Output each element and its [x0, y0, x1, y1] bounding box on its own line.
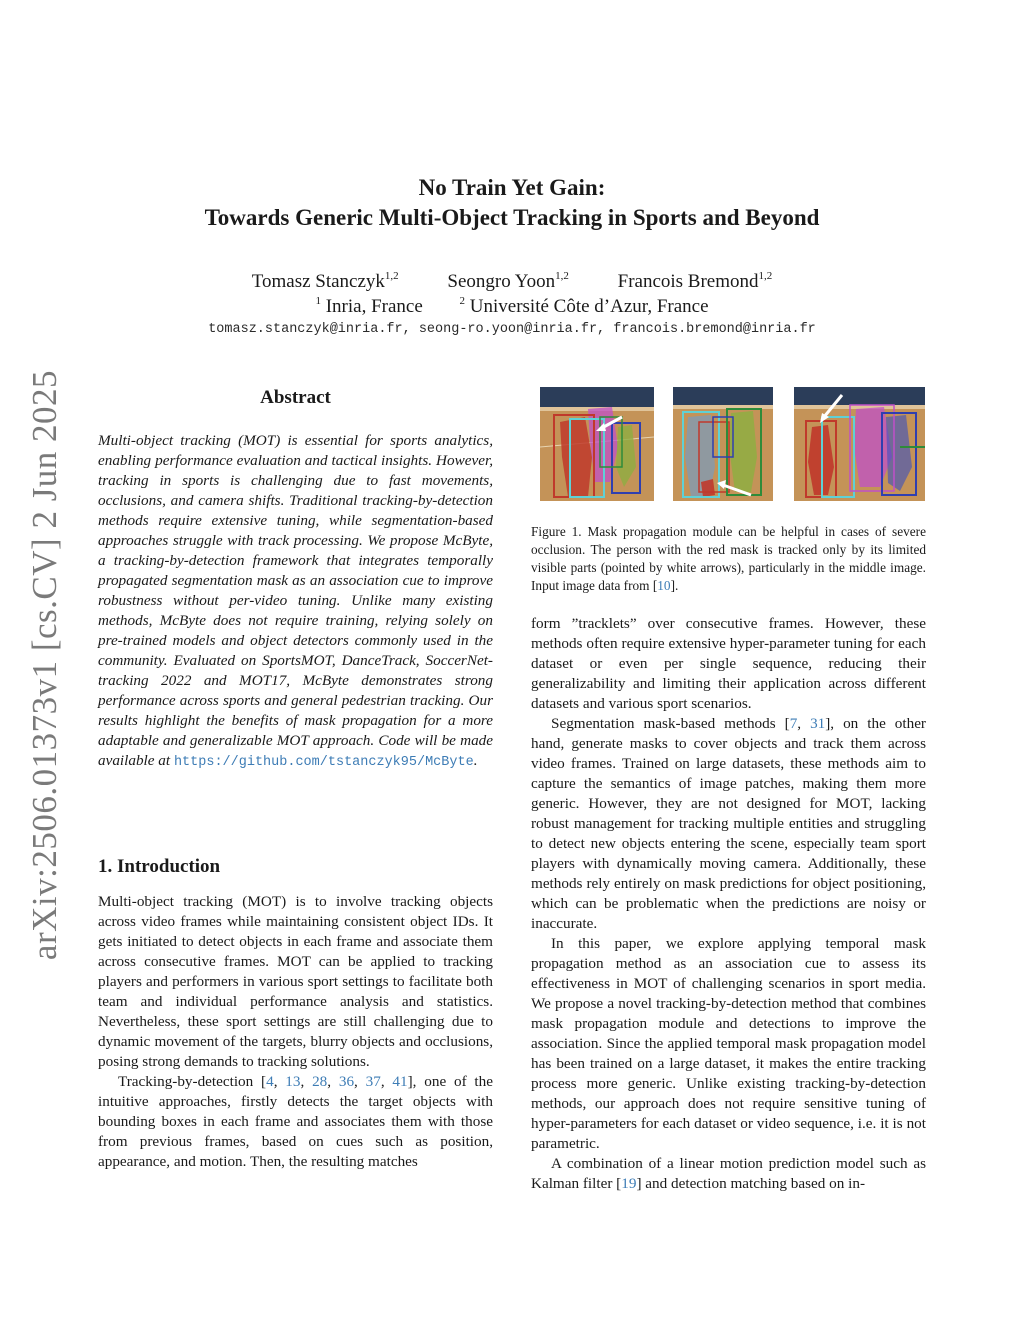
affiliation-1: $^1$ Inria, France	[315, 295, 423, 317]
figure-1-frame-left	[540, 387, 654, 501]
arxiv-stamp	[20, 369, 70, 961]
right-paragraph-1: form ”tracklets” over consecutive frames. However, these methods often require extensive hyper-parameter tuning for each dataset or even per single sequence, reducing their generalizability and limiting their application across different datasets and various sport scenarios.	[531, 615, 926, 712]
author-emails: tomasz.stanczyk@inria.fr, seong-ro.yoon@inria.fr, francois.bremond@inria.fr	[208, 322, 816, 337]
cite-7[interactable]: 7	[789, 715, 798, 732]
cite-13[interactable]: 13	[285, 1073, 301, 1090]
cite-19[interactable]: 19	[621, 1175, 637, 1192]
abstract-heading: Abstract	[260, 387, 331, 408]
right-paragraph-3: In this paper, we explore applying temporal mask propagation method as an association cue to assess its effectiveness in MOT of challenging scenarios in sport media. We propose a novel tracking-by-detection method that combines mask propagation module and detections to improve the association. Since the applied temporal mask propagation model has been trained on a large dataset, it makes the entire tracking process more generic. Unlike existing tracking-by-detection methods, our approach does not require sensitive tuning of hyper-parameters for each dataset or video sequence, i.e. it is not parametric.	[531, 935, 926, 1152]
figure-1-frame-right	[794, 387, 925, 501]
right-column-body	[531, 614, 926, 1194]
author-3: Francois Bremond$^{1,2}$	[617, 270, 773, 292]
author-list	[0, 270, 1024, 294]
arxiv-stamp-text: arXiv:2506.01373v1 [cs.CV] 2 Jun 2025	[25, 369, 64, 961]
right-paragraph-2: Segmentation mask-based methods [7, 31], on the other hand, generate masks to cover objects and track them across video frames. Trained on large datasets, these methods aim to capture the semantics of image patches, making them more generic. However, they are not designed for MOT, lacking robust management for tracking multiple entities and struggling to detect new objects entering the scene, especially team sport players with dynamically moving camera. Additionally, these methods rely entirely on mask predictions for object positioning, which can be problematic when the predictions are noisy or inaccurate.	[531, 715, 926, 932]
affiliation-2: $^2$ Université Côte d’Azur, France	[459, 295, 709, 317]
cite-31[interactable]: 31	[810, 715, 826, 732]
intro-body	[98, 892, 493, 1172]
cite-28[interactable]: 28	[312, 1073, 328, 1090]
title-line-2: Towards Generic Multi-Object Tracking in Sports and Beyond	[204, 205, 820, 230]
intro-paragraph-2: Tracking-by-detection [4, 13, 28, 36, 37, 41], one of the intuitive approaches, firstly detects the target objects with bounding boxes in each frame and associates them with those from previous frames, based on cues such as position, appearance, and motion. Then, the resulting matches	[98, 1073, 493, 1170]
author-2: Seongro Yoon$^{1,2}$	[447, 270, 569, 292]
abstract-end: .	[473, 752, 478, 769]
cite-37[interactable]: 37	[365, 1073, 381, 1090]
author-1: Tomasz Stanczyk$^{1,2}$	[251, 270, 399, 292]
cite-41[interactable]: 41	[392, 1073, 408, 1090]
cite-36[interactable]: 36	[338, 1073, 355, 1090]
cite-10[interactable]: 10	[657, 578, 671, 593]
right-paragraph-4: A combination of a linear motion prediction model such as Kalman filter [19] and detection matching based on in-	[531, 1155, 926, 1192]
cite-4[interactable]: 4	[266, 1073, 274, 1090]
abstract-text: Multi-object tracking (MOT) is essential for sports analytics, enabling performance evaluation and tactical insights. However, tracking in sports is challenging due to fast movements, occlusions, and camera shifts. Traditional tracking-by-detection methods require extensive tuning, while segmentation-based approaches struggle with track processing. We propose McByte, a tracking-by-detection framework that integrates temporally propagated segmentation mask as an association cue to improve robustness without per-video tuning. Unlike many existing methods, McByte does not require training, relying solely on pre-trained models and object detectors commonly used in the community. Evaluated on SportsMOT, DanceTrack, SoccerNet-tracking 2022 and MOT17, McByte demonstrates strong performance across sports and general pedestrian tracking. Our results highlight the benefits of mask propagation for a more adaptable and generalizable MOT approach. Code will be made available at	[98, 432, 493, 769]
affiliation-list	[0, 295, 1024, 319]
intro-heading: 1. Introduction	[98, 856, 221, 877]
caption-end: ].	[670, 578, 679, 593]
intro-paragraph-1: Multi-object tracking (MOT) is to involve tracking objects across video frames while maintaining consistent object IDs. It gets initiated to detect objects in each frame and associate them across consecutive frames. MOT can be applied to tracking players and performers in various sport settings to facilitate both team and individual performance analysis and statistics. Nevertheless, these sport settings are still challenging due to dynamic movement of the targets, blurry objects and occlusions, posing strong demands to tracking solutions.	[98, 893, 493, 1070]
code-link[interactable]: https://github.com/tstanczyk95/McByte	[173, 755, 474, 770]
title-line-1: No Train Yet Gain:	[418, 175, 606, 200]
caption-text: Figure 1. Mask propagation module can be helpful in cases of severe occlusion. The person with the red mask is tracked only by its limited visible parts (pointed by white arrows), particularly in the middle image. Input image data from [	[531, 524, 926, 593]
abstract-body	[98, 431, 493, 773]
paper-title	[0, 173, 1024, 233]
figure-1-caption	[531, 523, 926, 595]
figure-1-frame-middle	[673, 387, 773, 501]
